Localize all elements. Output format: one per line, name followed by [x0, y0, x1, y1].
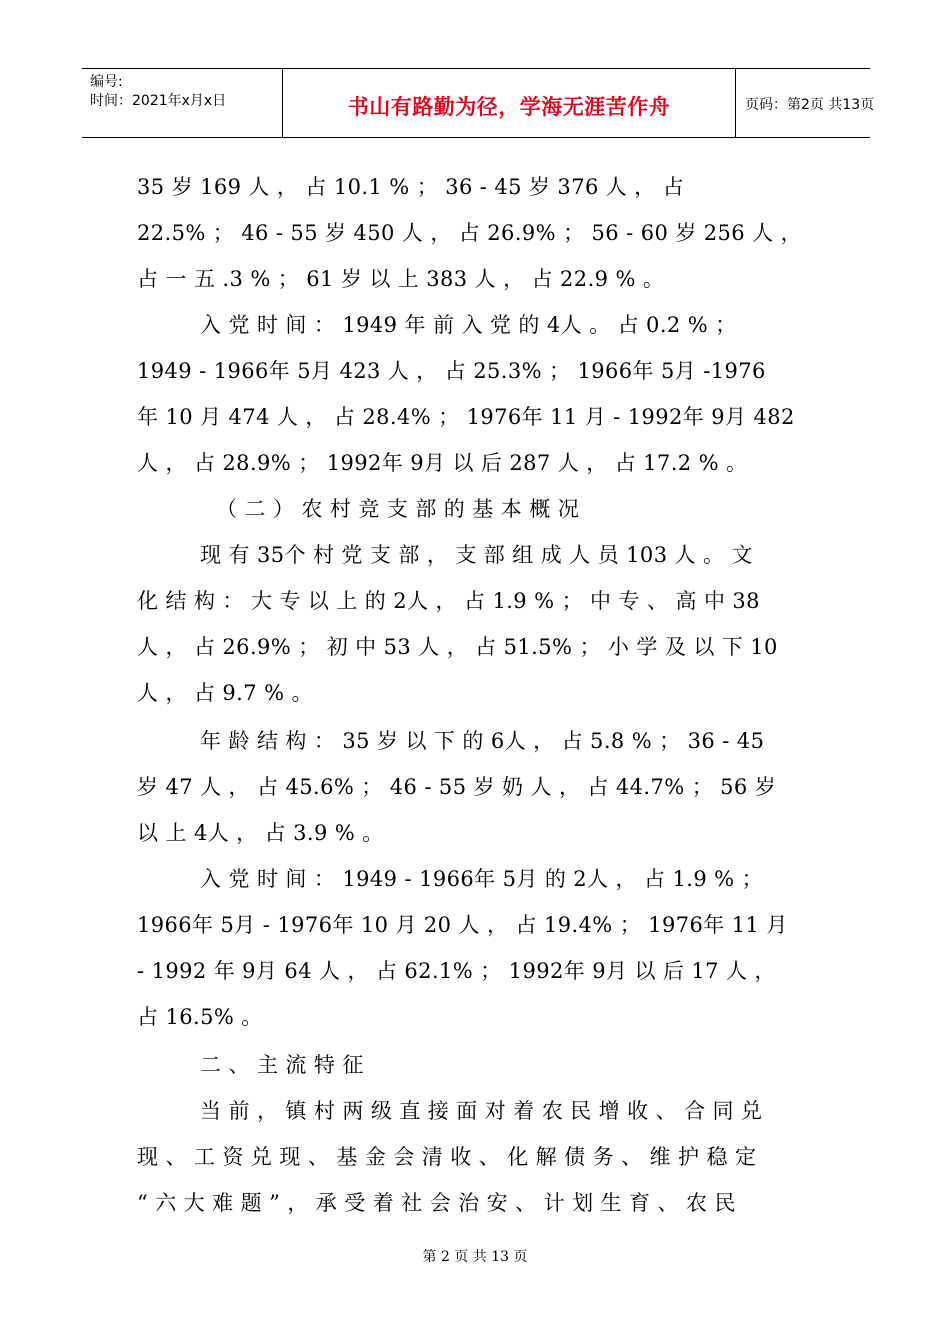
header-page-info: 页码：第2页 共13页 [745, 97, 875, 113]
body-line: 以 上 4人 ， 占 3.9 % 。 [137, 821, 384, 845]
page-footer: 第 2 页 共 13 页 [422, 1249, 528, 1265]
body-line: - 1992 年 9月 64 人 ， 占 62.1% ； 1992年 9月 以 后 17 人 ， [137, 959, 776, 983]
body-line: 入 党 时 间 ： 1949 年 前 入 党 的 4人 。 占 0.2 % ； [200, 313, 737, 337]
body-line: 22.5% ； 46 - 55 岁 450 人 ， 占 26.9% ； 56 - 60 岁 256 人 ， [137, 221, 803, 245]
document-time-label: 时间：2021年x月x日 [90, 93, 227, 109]
body-line: 现 、 工 资 兑 现 、 基 金 会 清 收 、 化 解 债 务 、 维 护 稳 定 [137, 1145, 757, 1169]
body-line: 岁 47 人 ， 占 45.6% ； 46 - 55 岁 奶 人 ， 占 44.7% ； 56 岁 [137, 775, 777, 799]
body-line: 35 岁 169 人 ， 占 10.1 % ； 36 - 45 岁 376 人 ， 占 [137, 175, 685, 199]
body-line: 人 ， 占 26.9% ； 初 中 53 人 ， 占 51.5% ； 小 学 及 以 下 10 [137, 635, 778, 659]
body-line: 现 有 35个 村 党 支 部 ， 支 部 组 成 人 员 103 人 。 文 [200, 543, 753, 567]
body-line: 1966年 5月 - 1976年 10 月 20 人 ， 占 19.4% ； 1976年 11 月 [137, 913, 788, 937]
body-line: 化 结 构 ： 大 专 以 上 的 2人 ， 占 1.9 % ； 中 专 、 高 中 38 [137, 589, 760, 613]
body-line: 1949 - 1966年 5月 423 人 ， 占 25.3% ； 1966年 5月 -1976 [137, 359, 766, 383]
body-line: 年 10 月 474 人 ， 占 28.4% ； 1976年 11 月 - 1992年 9月 482 [137, 405, 795, 429]
body-line: 人 ， 占 28.9% ； 1992年 9月 以 后 287 人 ， 占 17.2 % 。 [137, 451, 748, 475]
section-heading: 二 、 主 流 特 征 [200, 1053, 364, 1077]
body-line: 年 龄 结 构 ： 35 岁 以 下 的 6人 ， 占 5.8 % ； 36 - 45 [200, 729, 765, 753]
document-number-label: 编号: [90, 74, 123, 90]
body-line: 入 党 时 间 ： 1949 - 1966年 5月 的 2人 ， 占 1.9 % ； [200, 867, 763, 891]
body-line: 当 前 ， 镇 村 两 级 直 接 面 对 着 农 民 增 收 、 合 同 兑 [200, 1099, 763, 1123]
body-line: 人 ， 占 9.7 % 。 [137, 681, 313, 705]
body-line: 占 16.5% 。 [137, 1005, 263, 1029]
header-motto: 书山有路勤为径，学海无涯苦作舟 [347, 94, 671, 119]
body-line: “ 六 大 难 题 ” ， 承 受 着 社 会 治 安 、 计 划 生 育 、 农 民 [137, 1191, 736, 1215]
body-line: 占 一 五 .3 % ； 61 岁 以 上 383 人 ， 占 22.9 % 。 [137, 267, 665, 291]
section-heading: （ 二 ） 农 村 竞 支 部 的 基 本 概 况 [216, 497, 580, 521]
